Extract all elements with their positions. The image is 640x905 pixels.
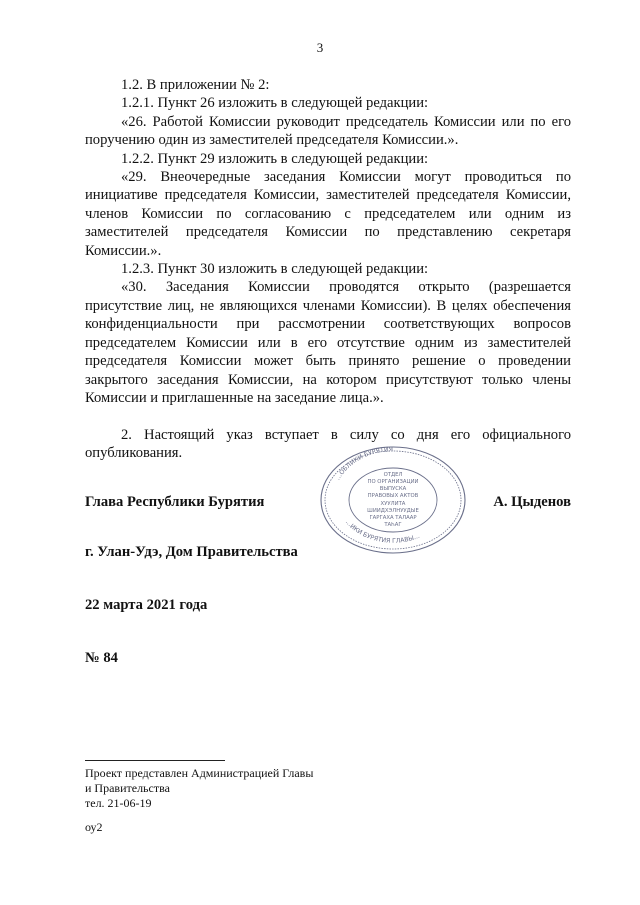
page-number: 3: [316, 40, 324, 55]
paragraph: 1.2.2. Пункт 29 изложить в следующей редакции:: [121, 150, 429, 167]
signatory-position: Глава Республики Бурятия: [85, 494, 265, 510]
stamp-line: ГАРГАХА ТАЛААР: [369, 515, 417, 521]
paragraph: «26. Работой Комиссии руководит председатель Комиссии или по его поручению один из заместителей председателя Комиссии.».: [85, 113, 571, 149]
footnote: [85, 766, 313, 811]
paragraph: «29. Внеочередные заседания Комиссии могут проводиться по инициативе председателя Комиссии, заместителей председателя Комиссии, членов Комиссии по согласованию с председателем или одним из заместителей председателя Комиссии по представлению секретаря Комиссии.».: [85, 169, 571, 259]
footnote-line: тел. 21-06-19: [85, 796, 152, 810]
stamp-line: ТАҺАГ: [384, 522, 402, 528]
document-code: оу2: [85, 820, 103, 834]
paragraph: 1.2. В приложении № 2:: [121, 77, 270, 93]
paragraph: 1.2.3. Пункт 30 изложить в следующей редакции:: [121, 261, 429, 278]
stamp-line: ШИИДХЭЛНУУДЫЕ: [367, 508, 419, 514]
footnote-line: Проект представлен Администрацией Главы: [85, 766, 314, 780]
document-number: № 84: [85, 650, 118, 666]
stamp-line: ОТДЕЛ: [383, 472, 403, 478]
stamp-line: ХУУЛИТА: [380, 501, 406, 507]
official-stamp: [318, 445, 468, 555]
signing-place: г. Улан-Удэ, Дом Правительства: [85, 544, 298, 560]
document-body: [85, 76, 571, 463]
stamp-line: ВЫПУСКА: [379, 486, 407, 492]
footnote-line: и Правительства: [85, 781, 170, 795]
stamp-line: ПРАВОВЫХ АКТОВ: [367, 493, 419, 499]
signatory-name: А. Цыденов: [493, 494, 571, 510]
footnote-divider: [85, 760, 225, 761]
paragraph: 1.2.1. Пункт 26 изложить в следующей редакции:: [121, 95, 429, 112]
paragraph: 2. Настоящий указ вступает в силу со дня его официального опубликования.: [85, 426, 571, 462]
stamp-ring-text: …ОБЛИКИ БУРЯТИЯ: [334, 446, 394, 482]
signing-date: 22 марта 2021 года: [85, 597, 208, 613]
stamp-ring-text: …ИКИ БУРЯТИЯ ГЛАВЫ…: [343, 518, 421, 545]
stamp-line: ПО ОРГАНИЗАЦИИ: [367, 479, 419, 485]
paragraph: «30. Заседания Комиссии проводятся открыто (разрешается присутствие лиц, не являющихся членами Комиссии). В целях обеспечения конфиденциальности при рассмотрении соответствующих вопросов председателем Комиссии или в его отсутствие одним из заместителей председателя Комиссии может быть принято решение о проведении закрытого заседания Комиссии, на котором присутствуют только члены Комиссии и приглашенные на заседание лица.».: [85, 279, 571, 406]
